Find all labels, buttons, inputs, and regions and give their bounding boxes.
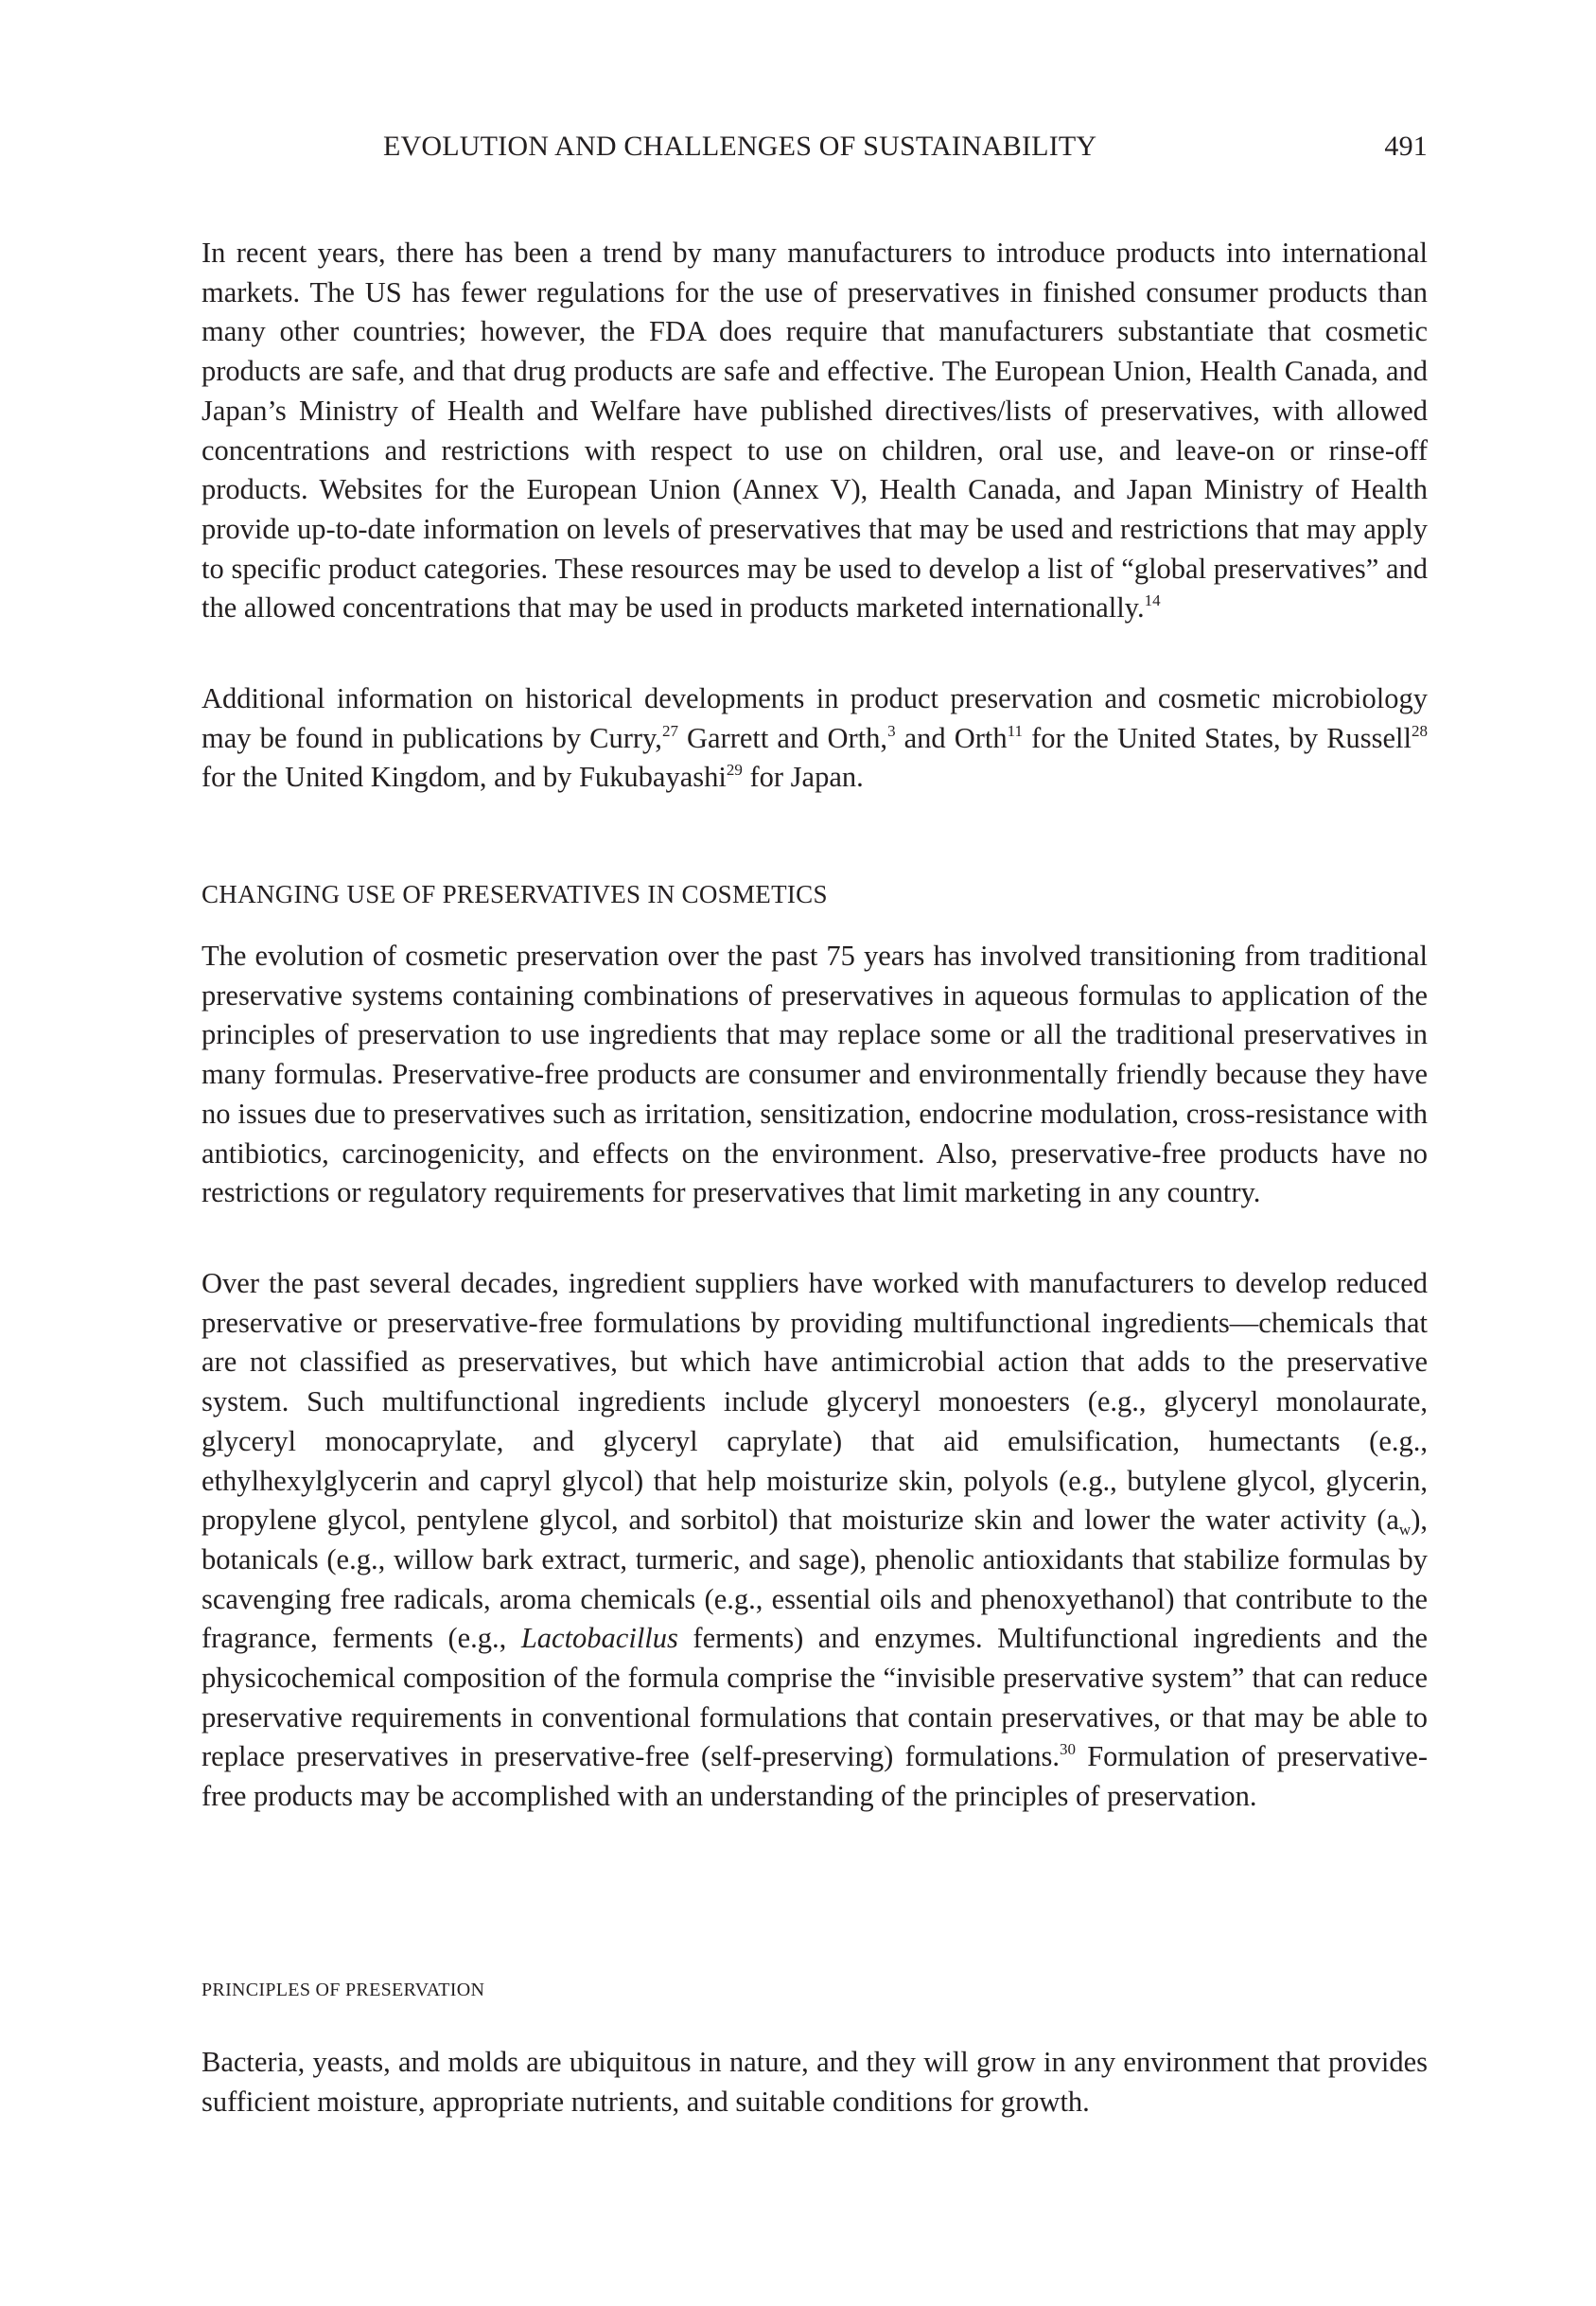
reference-superscript: 27 [661,721,678,740]
paragraph-text: Bacteria, yeasts, and molds are ubiquitous in nature, and they will grow in any environment that provides sufficient moisture, appropriate nutrients, and suitable conditions for growth. [202,2046,1428,2118]
paragraph-international-markets [202,234,1428,628]
paragraph-text: for Japan. [742,761,864,794]
paragraph-text: Formulation of preservative-free products may be accomplished with an understanding of the principles of preservation. [202,1740,1428,1813]
running-title: EVOLUTION AND CHALLENGES OF SUSTAINABILITY [383,131,1097,162]
reference-superscript: 14 [1144,591,1161,610]
paragraph-text: Garrett and Orth, [677,721,888,754]
section-heading-changing-use: CHANGING USE OF PRESERVATIVES IN COSMETICS [202,880,828,908]
paragraph-text: Additional information on historical developments in product preservation and cosmetic microbiology may be found in publications by Curry, [202,682,1428,754]
paragraph-text: ), botanicals (e.g., willow bark extract, turmeric, and sage), phenolic antioxidants that stabilize formulas by scavenging free radicals, aroma chemicals (e.g., essential oils and phenoxyethanol) that contribute to the fragrance, ferments (e.g., [202,1504,1428,1655]
reference-superscript: 11 [1007,721,1024,740]
reference-superscript: 29 [726,761,743,780]
paragraph-text: for the United States, by Russell [1023,721,1412,754]
paragraph-text: for the United Kingdom, and by Fukubayashi [202,761,727,794]
paragraph-microbes-ubiquitous [202,2043,1428,2121]
paragraph-text: and Orth [895,721,1008,754]
paragraph-text: Over the past several decades, ingredient suppliers have worked with manufacturers to develop reduced preservative or preservative-free formulations by providing multifunctional ingredients—chemicals that are not classified as preservatives, but which have antimicrobial action that adds to the preservative system. Such multifunctional ingredients include glyceryl monoesters (e.g., glyceryl monolaurate, glyceryl monocaprylate, and glyceryl caprylate) that aid emulsification, humectants (e.g., ethylhexylglycerin and capryl glycol) that help moisturize skin, polyols (e.g., butylene glycol, glycerin, propylene glycol, pentylene glycol, and sorbitol) that moisturize skin and lower the water activity (a [202,1267,1428,1537]
paragraph-evolution-of-preservation [202,937,1428,1213]
subscript-w: w [1398,1521,1412,1540]
paragraph-text: ferments) and enzymes. Multifunctional ingredients and the physicochemical composition of the formula comprise the “invisible preservative system” that can reduce preservative requirements in conventional formulations that contain preservatives, or that may be able to replace preservatives in preservative-free (self-preserving) formulations. [202,1622,1428,1773]
paragraph-text: In recent years, there has been a trend by many manufacturers to introduce products into international markets. The US has fewer regulations for the use of preservatives in finished consumer products than many other countries; however, the FDA does require that manufacturers substantiate that cosmetic products are safe, and that drug products are safe and effective. The European Union, Health Canada, and Japan’s Ministry of Health and Welfare have published directives/lists of preservatives, with allowed concentrations and restrictions with respect to use on children, oral use, and leave-on or rinse-off products. Websites for the European Union (Annex V), Health Canada, and Japan Ministry of Health provide up-to-date information on levels of preservatives that may be used and restrictions that may apply to specific product categories. These resources may be used to develop a list of “global preservatives” and the allowed concentrations that may be used in products marketed internationally. [202,237,1428,625]
reference-superscript: 28 [1412,721,1429,740]
paragraph-multifunctional-ingredients [202,1264,1428,1817]
paragraph-text: The evolution of cosmetic preservation over the past 75 years has involved transitioning from traditional preservative systems containing combinations of preservatives in aqueous formulas to application of the principles of preservation to use ingredients that may replace some or all the traditional preservatives in many formulas. Preservative-free products are consumer and environmentally friendly because they have no issues due to preservatives such as irritation, sensitization, endocrine modulation, cross-resistance with antibiotics, carcinogenicity, and effects on the environment. Also, preservative-free products have no restrictions or regulatory requirements for preservatives that limit marketing in any country. [202,940,1428,1209]
paragraph-historical-developments [202,679,1428,798]
running-header [202,131,1428,168]
italic-genus-name: Lactobacillus [520,1622,678,1655]
subsection-heading-principles: PRINCIPLES OF PRESERVATION [202,1980,485,2000]
reference-superscript: 30 [1059,1740,1076,1759]
page-number: 491 [1384,131,1428,162]
reference-superscript: 3 [887,721,896,740]
